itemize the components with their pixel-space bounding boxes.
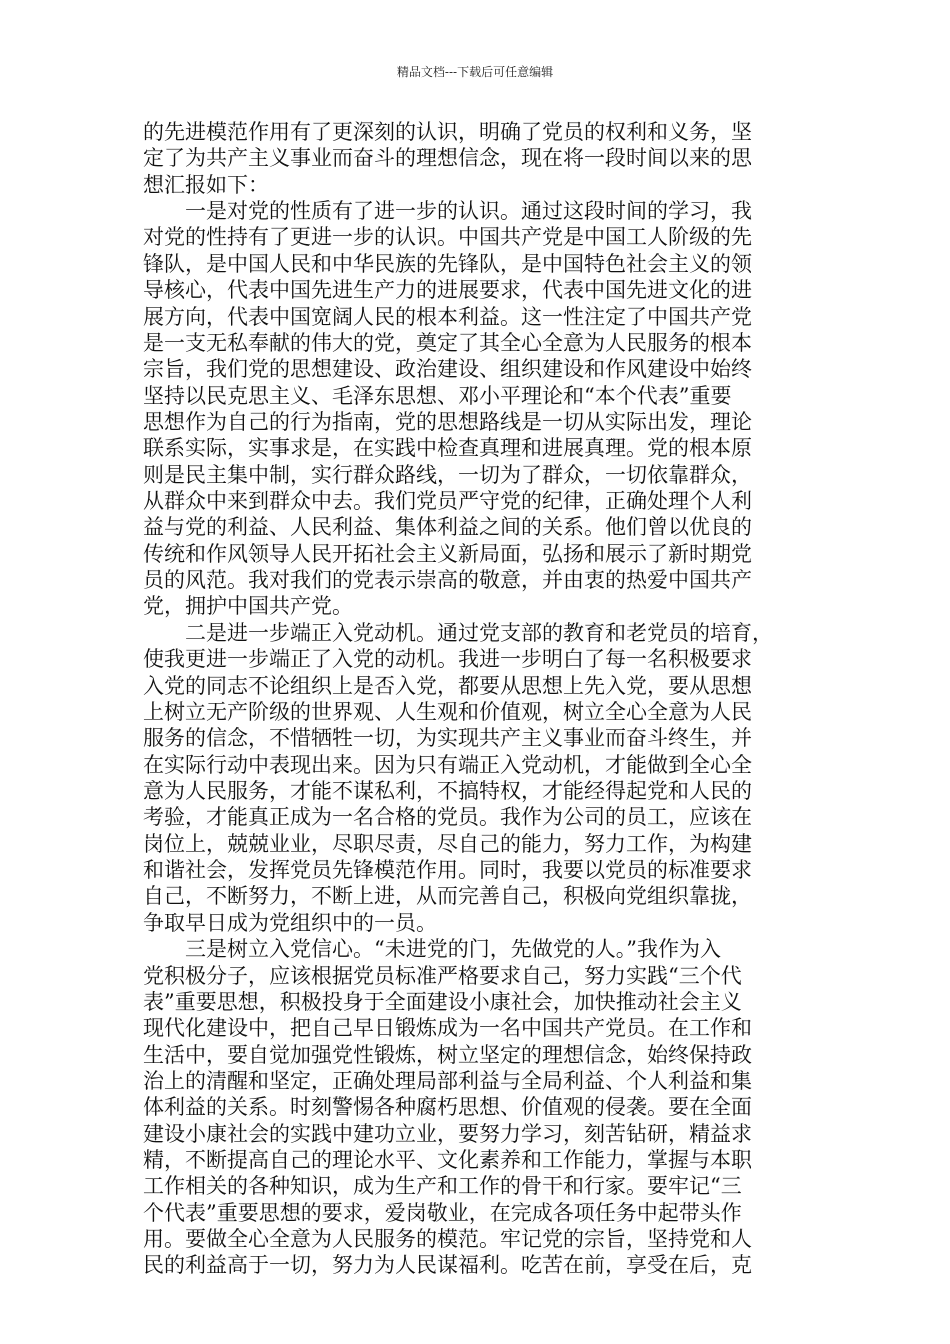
page-header: 精品文档---下载后可任意编辑: [396, 65, 554, 79]
document-body: [143, 119, 835, 1279]
text-line: 二是进一步端正入党动机。通过党支部的教育和老党员的培育，: [143, 620, 773, 645]
text-line: 生活中，要自觉加强党性锻炼，树立坚定的理想信念，始终保持政: [143, 1042, 752, 1067]
text-line: 党积极分子，应该根据党员标准严格要求自己，努力实践“三个代: [143, 963, 742, 988]
text-line: 用。要做全心全意为人民服务的模范。牢记党的宗旨，坚持党和人: [143, 1227, 752, 1252]
text-line: 员的风范。我对我们的党表示崇高的敬意，并由衷的热爱中国共产: [143, 568, 752, 593]
text-line: 联系实际，实事求是，在实践中检查真理和进展真理。党的根本原: [143, 436, 752, 461]
text-line: 意为人民服务，才能不谋私利，不搞特权，才能经得起党和人民的: [143, 778, 752, 803]
text-line: 传统和作风领导人民开拓社会主义新局面，弘扬和展示了新时期党: [143, 541, 752, 566]
text-line: 三是树立入党信心。“未进党的门，先做党的人。”我作为入: [143, 937, 721, 962]
text-line: 在实际行动中表现出来。因为只有端正入党动机，才能做到全心全: [143, 752, 752, 777]
text-line: 思想作为自己的行为指南，党的思想路线是一切从实际出发，理论: [143, 409, 752, 434]
text-line: 是一支无私奉献的伟大的党，奠定了其全心全意为人民服务的根本: [143, 330, 752, 355]
text-line: 上树立无产阶级的世界观、人生观和价值观，树立全心全意为人民: [143, 699, 752, 724]
text-line: 体利益的关系。时刻警惕各种腐朽思想、价值观的侵袭。要在全面: [143, 1095, 752, 1120]
text-line: 则是民主集中制，实行群众路线，一切为了群众，一切依靠群众，: [143, 462, 752, 487]
text-line: 个代表”重要思想的要求，爱岗敬业，在完成各项任务中起带头作: [143, 1200, 742, 1225]
text-line: 自己，不断努力，不断上进，从而完善自己，积极向党组织靠拢，: [143, 884, 752, 909]
text-line: 定了为共产主义事业而奋斗的理想信念，现在将一段时间以来的思: [143, 146, 752, 171]
text-line: 考验，才能真正成为一名合格的党员。我作为公司的员工，应该在: [143, 805, 752, 830]
text-line: 精，不断提高自己的理论水平、文化素养和工作能力，掌握与本职: [143, 1148, 752, 1173]
text-line: 展方向，代表中国宽阔人民的根本利益。这一性注定了中国共产党: [143, 304, 752, 329]
text-line: 锋队，是中国人民和中华民族的先锋队，是中国特色社会主义的领: [143, 251, 752, 276]
text-line: 一是对党的性质有了进一步的认识。通过这段时间的学习，我: [143, 199, 752, 224]
text-line: 建设小康社会的实践中建功立业，要努力学习，刻苦钻研，精益求: [143, 1121, 752, 1146]
text-line: 从群众中来到群众中去。我们党员严守党的纪律，正确处理个人利: [143, 489, 752, 514]
text-line: 导核心，代表中国先进生产力的进展要求，代表中国先进文化的进: [143, 278, 752, 303]
text-line: 治上的清醒和坚定，正确处理局部利益与全局利益、个人利益和集: [143, 1068, 752, 1093]
text-line: 入党的同志不论组织上是否入党，都要从思想上先入党，要从思想: [143, 673, 752, 698]
text-line: 对党的性持有了更进一步的认识。中国共产党是中国工人阶级的先: [143, 225, 752, 250]
text-line: 争取早日成为党组织中的一员。: [143, 910, 437, 935]
text-line: 使我更进一步端正了入党的动机。我进一步明白了每一名积极要求: [143, 647, 752, 672]
text-line: 和谐社会，发挥党员先锋模范作用。同时，我要以党员的标准要求: [143, 858, 752, 883]
text-line: 岗位上，兢兢业业，尽职尽责，尽自己的能力，努力工作，为构建: [143, 831, 752, 856]
text-line: 的先进模范作用有了更深刻的认识，明确了党员的权利和义务，坚: [143, 120, 752, 144]
text-line: 民的利益高于一切，努力为人民谋福利。吃苦在前，享受在后，克: [143, 1253, 752, 1278]
text-line: 党，拥护中国共产党。: [143, 594, 353, 619]
text-line: 表”重要思想，积极投身于全面建设小康社会，加快推动社会主义: [143, 989, 742, 1014]
text-line: 坚持以民克思主义、毛泽东思想、邓小平理论和“本个代表”重要: [143, 383, 732, 408]
text-line: 宗旨，我们党的思想建设、政治建设、组织建设和作风建设中始终: [143, 357, 752, 382]
text-line: 现代化建设中，把自己早日锻炼成为一名中国共产党员。在工作和: [143, 1016, 752, 1041]
text-line: 益与党的利益、人民利益、集体利益之间的关系。他们曾以优良的: [143, 515, 752, 540]
text-line: 工作相关的各种知识，成为生产和工作的骨干和行家。要牢记“三: [143, 1174, 742, 1199]
text-line: 服务的信念，不惜牺牲一切，为实现共产主义事业而奋斗终生，并: [143, 726, 752, 751]
text-line: 想汇报如下：: [143, 172, 269, 197]
